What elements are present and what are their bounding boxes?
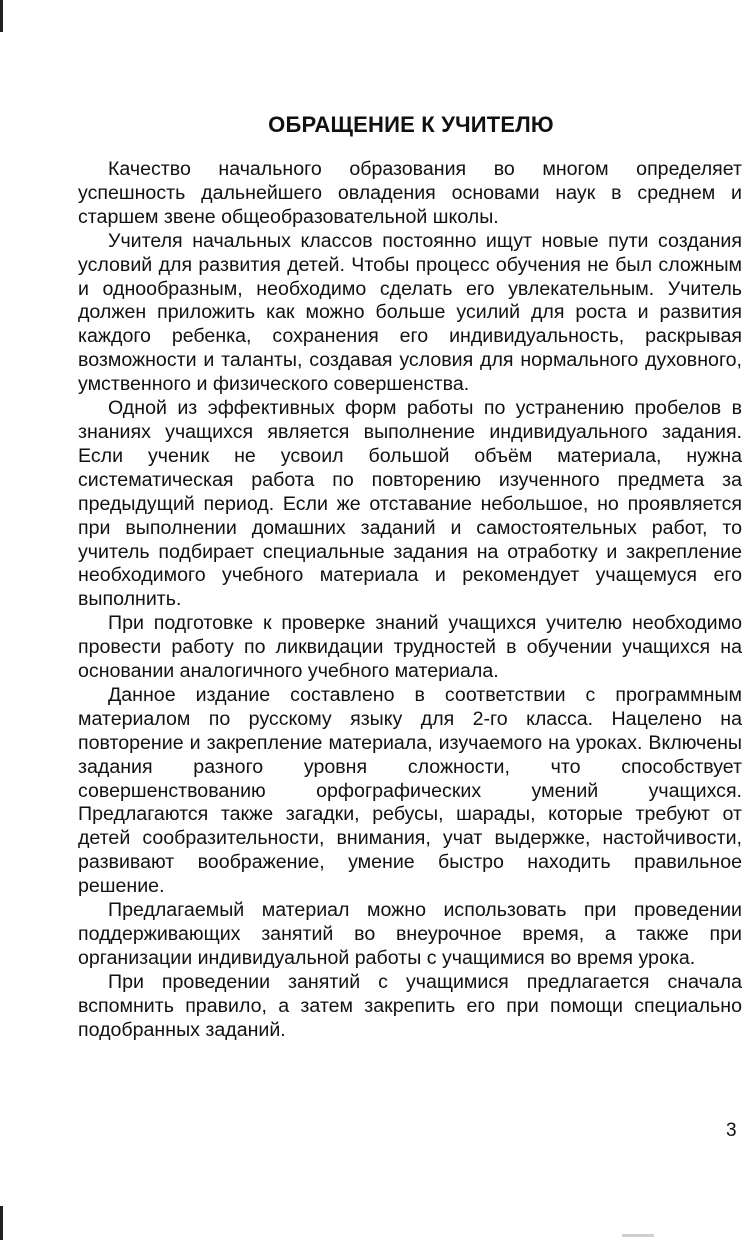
crop-mark-top: [0, 0, 3, 32]
paragraph-5: Данное издание составлено в соответствии с программным материалом по русскому языку для 2-го класса. Нацелено на повторение и закрепление материала, изучаемого на уроках. Включены задания разного уровня сложности, что способствует совершенствованию орфографических умений учащихся. Предлагаются также загадки, ребусы, шарады, которые требуют от детей сообразительности, внимания, учат выдержке, настойчивости, развивают воображение, умение быстро находить правильное решение.: [78, 683, 742, 898]
paragraph-2: Учителя начальных классов постоянно ищут новые пути создания условий для развития детей. Чтобы процесс обучения не был сложным и однообразным, необходимо сделать его увлекательным. Учитель должен приложить как можно больше усилий для роста и развития каждого ребенка, сохранения его индивидуальность, раскрывая возможности и таланты, создавая условия для нормального духовного, умственного и физического совершенства.: [78, 229, 742, 396]
paragraph-4: При подготовке к проверке знаний учащихся учителю необходимо провести работу по ликвидации трудностей в обучении учащихся на основании аналогичного учебного материала.: [78, 612, 742, 683]
page-number: 3: [726, 1120, 737, 1141]
body-text: [78, 158, 742, 1043]
crop-mark-bottom: [0, 1206, 3, 1240]
scan-smudge: [622, 1234, 654, 1237]
paragraph-1: Качество начального образования во многом определяет успешность дальнейшего овладения основами наук в среднем и старшем звене общеобразовательной школы.: [78, 158, 742, 228]
page-title: ОБРАЩЕНИЕ К УЧИТЕЛЮ: [268, 112, 554, 137]
paragraph-7: При проведении занятий с учащимися предлагается сначала вспомнить правило, а затем закрепить его при помощи специально подобранных заданий.: [78, 970, 742, 1041]
paragraph-6: Предлагаемый материал можно использовать при проведении поддерживающих занятий во внеурочное время, а также при организации индивидуальной работы с учащимися во время урока.: [78, 899, 742, 969]
paragraph-3: Одной из эффективных форм работы по устранению пробелов в знаниях учащихся является выполнение индивидуального задания. Если ученик не усвоил большой объём материала, нужна систематическая работа по повторению изученного предмета за предыдущий период. Если же отставание небольшое, но проявляется при выполнении домашних заданий и самостоятельных работ, то учитель подбирает специальные задания на отработку и закрепление необходимого учебного материала и рекомендует учащемуся его выполнить.: [78, 397, 742, 611]
